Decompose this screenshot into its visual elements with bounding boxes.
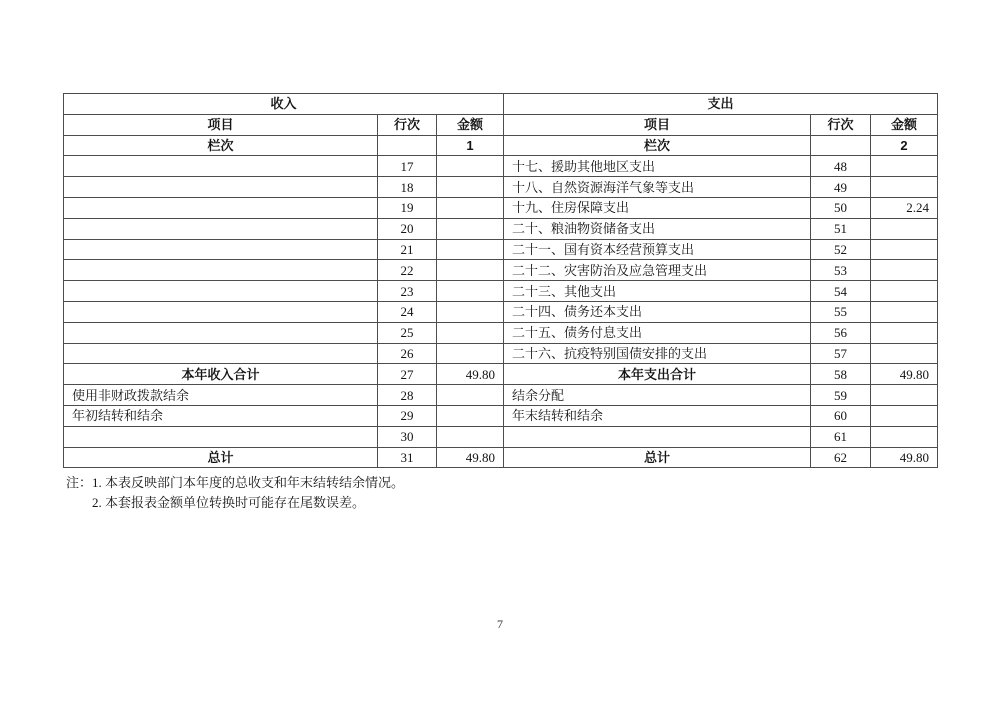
income-item-cell: 本年收入合计 xyxy=(64,364,378,385)
expense-line-cell: 61 xyxy=(811,426,871,447)
expense-item-cell: 二十五、债务付息支出 xyxy=(504,322,811,343)
expense-line-cell: 60 xyxy=(811,405,871,426)
expense-line-cell: 57 xyxy=(811,343,871,364)
income-item-cell: 总计 xyxy=(64,447,378,468)
income-line-cell: 22 xyxy=(378,260,437,281)
table-row xyxy=(64,156,938,177)
table-row xyxy=(64,281,938,302)
income-amount-cell xyxy=(437,385,504,406)
income-item-cell: 使用非财政拨款结余 xyxy=(64,385,378,406)
expense-item-cell: 十七、援助其他地区支出 xyxy=(504,156,811,177)
expense-item-header: 项目 xyxy=(504,114,811,135)
income-line-cell: 31 xyxy=(378,447,437,468)
table-row xyxy=(64,447,938,468)
expense-item-cell: 二十四、债务还本支出 xyxy=(504,301,811,322)
expense-item-cell: 总计 xyxy=(504,447,811,468)
table-row xyxy=(64,177,938,198)
expense-line-cell: 62 xyxy=(811,447,871,468)
expense-line-cell: 58 xyxy=(811,364,871,385)
income-item-cell: 年初结转和结余 xyxy=(64,405,378,426)
income-line-cell: 21 xyxy=(378,239,437,260)
expense-amount-cell: 49.80 xyxy=(871,447,938,468)
page-number: 7 xyxy=(497,617,503,631)
table-row xyxy=(64,364,938,385)
income-amount-cell: 49.80 xyxy=(437,447,504,468)
income-line-cell: 30 xyxy=(378,426,437,447)
table-row xyxy=(64,322,938,343)
column-index-row xyxy=(64,135,938,156)
expense-amount-cell xyxy=(871,322,938,343)
expense-line-cell: 48 xyxy=(811,156,871,177)
income-amount-cell xyxy=(437,281,504,302)
expense-line-cell: 56 xyxy=(811,322,871,343)
expense-column-index-value: 2 xyxy=(871,135,938,156)
expense-amount-cell: 2.24 xyxy=(871,197,938,218)
income-item-cell xyxy=(64,322,378,343)
expense-amount-header: 金额 xyxy=(871,114,938,135)
expense-line-cell: 50 xyxy=(811,197,871,218)
expense-line-cell: 53 xyxy=(811,260,871,281)
expense-amount-cell xyxy=(871,260,938,281)
income-amount-cell xyxy=(437,322,504,343)
expense-amount-cell xyxy=(871,426,938,447)
table-row xyxy=(64,405,938,426)
table-row xyxy=(64,426,938,447)
income-amount-cell: 49.80 xyxy=(437,364,504,385)
income-amount-cell xyxy=(437,301,504,322)
income-amount-cell xyxy=(437,260,504,281)
table-row xyxy=(64,239,938,260)
income-expense-table xyxy=(63,93,938,468)
expense-item-cell: 二十一、国有资本经营预算支出 xyxy=(504,239,811,260)
footnote-1: 注：1. 本表反映部门本年度的总收支和年末结转结余情况。 xyxy=(66,475,405,490)
income-amount-cell xyxy=(437,239,504,260)
expense-column-index-blank xyxy=(811,135,871,156)
income-amount-cell xyxy=(437,197,504,218)
expense-line-cell: 51 xyxy=(811,218,871,239)
income-line-cell: 18 xyxy=(378,177,437,198)
expense-item-cell: 十八、自然资源海洋气象等支出 xyxy=(504,177,811,198)
expense-line-cell: 49 xyxy=(811,177,871,198)
expense-amount-cell xyxy=(871,218,938,239)
income-item-cell xyxy=(64,343,378,364)
income-section-title: 收入 xyxy=(64,94,504,115)
income-item-cell xyxy=(64,156,378,177)
income-line-cell: 24 xyxy=(378,301,437,322)
income-amount-cell xyxy=(437,405,504,426)
income-line-cell: 27 xyxy=(378,364,437,385)
income-line-cell: 29 xyxy=(378,405,437,426)
income-line-cell: 28 xyxy=(378,385,437,406)
table-body xyxy=(64,156,938,468)
income-line-header: 行次 xyxy=(378,114,437,135)
section-title-row xyxy=(64,94,938,115)
income-amount-cell xyxy=(437,177,504,198)
expense-amount-cell xyxy=(871,281,938,302)
income-column-index-blank xyxy=(378,135,437,156)
income-item-cell xyxy=(64,197,378,218)
footnote-2: 2. 本套报表金额单位转换时可能存在尾数误差。 xyxy=(92,495,366,510)
income-amount-cell xyxy=(437,343,504,364)
expense-item-cell: 二十六、抗疫特别国债安排的支出 xyxy=(504,343,811,364)
income-item-header: 项目 xyxy=(64,114,378,135)
expense-line-cell: 59 xyxy=(811,385,871,406)
income-item-cell xyxy=(64,426,378,447)
expense-amount-cell xyxy=(871,239,938,260)
expense-amount-cell xyxy=(871,177,938,198)
expense-item-cell: 年末结转和结余 xyxy=(504,405,811,426)
table-row xyxy=(64,301,938,322)
income-amount-cell xyxy=(437,156,504,177)
expense-line-cell: 52 xyxy=(811,239,871,260)
expense-line-cell: 55 xyxy=(811,301,871,322)
table-row xyxy=(64,218,938,239)
expense-section-title: 支出 xyxy=(504,94,938,115)
income-line-cell: 17 xyxy=(378,156,437,177)
expense-item-cell: 结余分配 xyxy=(504,385,811,406)
table-row xyxy=(64,260,938,281)
expense-item-cell: 本年支出合计 xyxy=(504,364,811,385)
income-line-cell: 19 xyxy=(378,197,437,218)
expense-item-cell: 二十、粮油物资储备支出 xyxy=(504,218,811,239)
income-column-index-value: 1 xyxy=(437,135,504,156)
table-row xyxy=(64,197,938,218)
income-amount-header: 金额 xyxy=(437,114,504,135)
income-line-cell: 26 xyxy=(378,343,437,364)
expense-item-cell: 十九、住房保障支出 xyxy=(504,197,811,218)
expense-amount-cell xyxy=(871,156,938,177)
table-row xyxy=(64,385,938,406)
expense-amount-cell: 49.80 xyxy=(871,364,938,385)
expense-line-header: 行次 xyxy=(811,114,871,135)
income-amount-cell xyxy=(437,426,504,447)
income-item-cell xyxy=(64,218,378,239)
expense-amount-cell xyxy=(871,385,938,406)
expense-column-index-label: 栏次 xyxy=(504,135,811,156)
income-line-cell: 23 xyxy=(378,281,437,302)
income-item-cell xyxy=(64,301,378,322)
expense-item-cell xyxy=(504,426,811,447)
income-line-cell: 25 xyxy=(378,322,437,343)
expense-amount-cell xyxy=(871,301,938,322)
income-item-cell xyxy=(64,177,378,198)
expense-line-cell: 54 xyxy=(811,281,871,302)
income-item-cell xyxy=(64,260,378,281)
expense-item-cell: 二十三、其他支出 xyxy=(504,281,811,302)
income-line-cell: 20 xyxy=(378,218,437,239)
income-item-cell xyxy=(64,281,378,302)
footnotes xyxy=(66,473,404,513)
income-item-cell xyxy=(64,239,378,260)
income-column-index-label: 栏次 xyxy=(64,135,378,156)
column-header-row xyxy=(64,114,938,135)
expense-amount-cell xyxy=(871,405,938,426)
expense-item-cell: 二十二、灾害防治及应急管理支出 xyxy=(504,260,811,281)
income-amount-cell xyxy=(437,218,504,239)
table-row xyxy=(64,343,938,364)
expense-amount-cell xyxy=(871,343,938,364)
